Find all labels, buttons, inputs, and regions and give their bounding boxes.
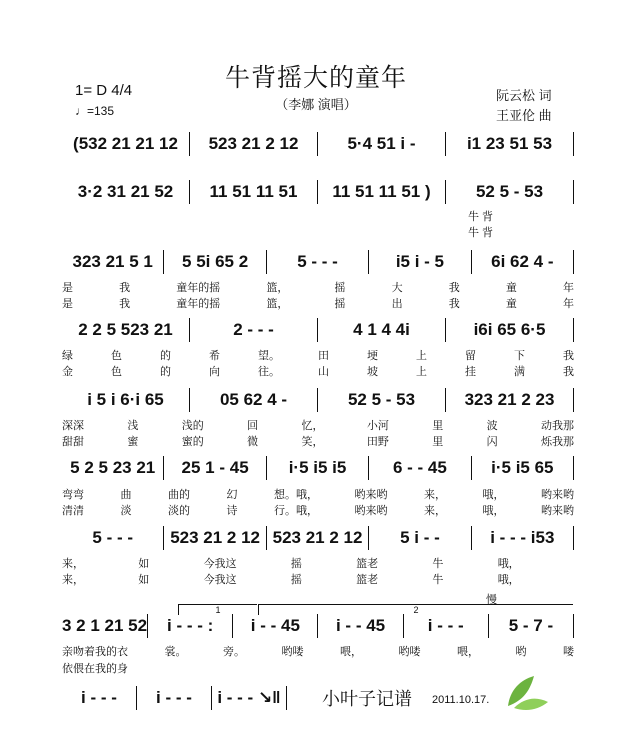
leaf-icon: [500, 672, 552, 712]
lyric-word: 望。: [258, 350, 280, 362]
lyric-line: [62, 643, 574, 659]
lyric-word: 篮老: [356, 574, 379, 586]
lyric-word: 年: [563, 282, 574, 294]
lyric-word: 年: [563, 298, 574, 310]
lyric-line: [62, 660, 574, 676]
lyric-word: 哟喽: [398, 646, 421, 658]
measure: 05 62 4 -: [190, 388, 318, 412]
lyric-line: [62, 486, 574, 502]
lyric-word: 篮，: [266, 298, 289, 310]
measure: i - - -: [62, 686, 137, 710]
measure: 523 21 2 12: [190, 132, 318, 156]
lyric-word: 往。: [258, 366, 280, 378]
lyric-word: 我: [563, 350, 574, 362]
lyric-word: 希: [209, 350, 220, 362]
lyric-word: 哟来哟: [354, 489, 388, 501]
measure: 4 1 4 4i: [318, 318, 446, 342]
lyric-word: 上: [416, 350, 427, 362]
lyric-word: 弯弯: [62, 489, 84, 501]
measure: 3·2 31 21 52: [62, 180, 190, 204]
lyric-word: 留: [465, 350, 476, 362]
lyric-word: 我: [119, 298, 131, 310]
lyric-word: 亲吻着我的衣: [62, 646, 128, 658]
lyric-word: 喽: [563, 646, 574, 658]
lyric-word: 行。哦，: [274, 505, 318, 517]
lyric-word: 如: [138, 574, 150, 586]
lyric-word: 牛 背: [468, 227, 494, 239]
measure: 5 5i 65 2: [164, 250, 266, 274]
measure: i6i 65 6·5: [446, 318, 574, 342]
lyric-word: 童年的摇: [176, 282, 221, 294]
measure: 323 21 2 23: [446, 388, 574, 412]
lyric-word: 哟来哟: [541, 505, 574, 517]
lyric-word: 蜜的: [181, 436, 204, 448]
measure: i - - -: [404, 614, 489, 638]
measure: i - - - :: [148, 614, 233, 638]
music-row: [62, 250, 574, 274]
lyric-line: [468, 208, 528, 224]
lyric-word: 我: [448, 282, 460, 294]
lyric-word: 想。哦，: [274, 489, 318, 501]
lyric-line: [62, 347, 574, 363]
lyric-line: [62, 363, 574, 379]
lyric-line: [62, 502, 574, 518]
lyric-word: 浅的: [181, 420, 204, 432]
lyric-word: 向: [209, 366, 220, 378]
lyric-word: 绿: [62, 350, 73, 362]
lyric-word: 淡的: [168, 505, 190, 517]
lyric-word: 哦，: [482, 505, 505, 517]
measure: 2 2 5 523 21: [62, 318, 190, 342]
lyric-line: [62, 433, 574, 449]
lyric-word: 摇: [334, 298, 346, 310]
measure: i - - - ↘‖: [212, 686, 287, 710]
music-row: [62, 132, 574, 156]
music-row: [62, 526, 574, 550]
lyric-word: 波: [486, 420, 498, 432]
lyric-word: 牛 背: [468, 211, 494, 223]
lyric-word: 依偎在我的身: [62, 663, 128, 675]
lyric-word: 哟来哟: [541, 489, 574, 501]
lyric-word: 摇: [290, 558, 302, 570]
music-row: [62, 388, 574, 412]
measure: i - - 45: [233, 614, 318, 638]
lyric-word: 闪: [486, 436, 498, 448]
lyric-word: 笑，: [301, 436, 324, 448]
lyricist: 阮云松 词: [496, 88, 552, 103]
lyric-word: 来，: [424, 489, 446, 501]
measure: 5 2 5 23 21: [62, 456, 164, 480]
lyric-word: 哦，: [497, 574, 520, 586]
lyric-word: 曲: [120, 489, 132, 501]
measure: i - - 45: [318, 614, 403, 638]
measure: 5 i - -: [369, 526, 471, 550]
lyric-word: 牛: [432, 574, 444, 586]
lyric-word: 的: [160, 366, 171, 378]
lyric-word: 哟来哟: [354, 505, 388, 517]
measure: 25 1 - 45: [164, 456, 266, 480]
measure: (532 21 21 12: [62, 132, 190, 156]
measure: 5 - - -: [267, 250, 369, 274]
measure: 523 21 2 12: [164, 526, 266, 550]
measure: i - - -: [137, 686, 212, 710]
lyric-word: 牛: [432, 558, 444, 570]
lyric-word: 下: [514, 350, 525, 362]
lyric-word: 哦，: [482, 489, 505, 501]
lyric-word: 烁我那: [541, 436, 574, 448]
lyric-word: 金: [62, 366, 73, 378]
lyric-word: 哟: [515, 646, 527, 658]
lyric-word: 色: [111, 350, 122, 362]
measure: 3 2 1 21 52: [62, 614, 148, 638]
lyric-word: 回: [247, 420, 259, 432]
lyric-word: 曲的: [168, 489, 190, 501]
music-row: [62, 318, 574, 342]
date: 2011.10.17.: [432, 694, 490, 706]
lyric-word: 甜甜: [62, 436, 84, 448]
song-title: 牛背摇大的童年: [224, 64, 407, 92]
lyric-word: 我: [448, 298, 460, 310]
lyric-word: 来，: [424, 505, 446, 517]
lyric-word: 童年的摇: [176, 298, 221, 310]
lyric-word: 大: [391, 282, 403, 294]
lyric-word: 旁。: [223, 646, 245, 658]
lyric-word: 田: [318, 350, 329, 362]
volta-1: 1: [178, 604, 257, 615]
lyric-word: 篮，: [266, 282, 289, 294]
volta-2: 2: [258, 604, 573, 615]
lyric-word: 淡: [120, 505, 132, 517]
lyric-word: 色: [111, 366, 122, 378]
measure: i1 23 51 53: [446, 132, 574, 156]
lyric-word: 忆，: [301, 420, 324, 432]
lyric-word: 深深: [62, 420, 84, 432]
lyric-word: 摇: [334, 282, 346, 294]
music-row: [62, 686, 287, 710]
lyric-word: 裳。: [164, 646, 187, 658]
measure: 5·4 51 i -: [318, 132, 446, 156]
lyric-word: 里: [432, 420, 444, 432]
measure: i 5 i 6·i 65: [62, 388, 190, 412]
lyric-word: 我: [563, 366, 574, 378]
lyric-word: 今我这: [203, 558, 237, 570]
lyric-word: 喂，: [457, 646, 479, 658]
measure: 6 - - 45: [369, 456, 471, 480]
lyric-word: 摇: [290, 574, 302, 586]
music-row: [62, 614, 574, 638]
lyric-line: [62, 571, 574, 587]
singer: （李娜 演唱）: [275, 97, 357, 112]
lyric-word: 诗: [226, 505, 238, 517]
lyric-word: 清清: [62, 505, 84, 517]
lyric-word: 童: [505, 282, 517, 294]
composer: 王亚伦 曲: [496, 108, 552, 123]
lyric-word: 来，: [62, 574, 84, 586]
lyric-word: 来，: [62, 558, 84, 570]
lyric-word: 满: [514, 366, 525, 378]
measure: i - - - i53: [472, 526, 574, 550]
lyric-word: 坡: [367, 366, 378, 378]
lyric-line: [62, 295, 574, 311]
lyric-word: 是: [62, 298, 73, 310]
lyric-word: 我: [119, 282, 131, 294]
measure: 11 51 11 51: [190, 180, 318, 204]
lyric-word: 如: [138, 558, 150, 570]
lyric-word: 今我这: [203, 574, 237, 586]
tempo-mark: 慢: [486, 594, 497, 606]
measure: 5 - 7 -: [489, 614, 574, 638]
lyric-word: 上: [416, 366, 427, 378]
measure: i5 i - 5: [369, 250, 471, 274]
lyric-word: 的: [160, 350, 171, 362]
measure: 523 21 2 12: [267, 526, 369, 550]
lyric-word: 山: [318, 366, 329, 378]
tempo: ♩=135: [75, 104, 115, 118]
measure: 6i 62 4 -: [472, 250, 574, 274]
lyric-word: 幻: [226, 489, 238, 501]
signature: 小叶子记谱: [322, 689, 412, 710]
lyric-line: [468, 224, 528, 240]
lyric-line: [62, 417, 574, 433]
lyric-word: 蜜: [127, 436, 139, 448]
measure: i·5 i5 i5: [267, 456, 369, 480]
measure: 5 - - -: [62, 526, 164, 550]
lyric-word: 里: [432, 436, 444, 448]
music-row: [62, 456, 574, 480]
key-signature: 1= D 4/4: [75, 82, 133, 99]
lyric-word: 小河: [366, 420, 389, 432]
lyric-word: 喂，: [340, 646, 362, 658]
lyric-word: 篮老: [356, 558, 379, 570]
lyric-word: 浅: [127, 420, 139, 432]
lyric-line: [62, 279, 574, 295]
lyric-word: 动我那: [541, 420, 574, 432]
measure: 11 51 11 51 ): [318, 180, 446, 204]
lyric-word: 微: [247, 436, 259, 448]
lyric-word: 出: [391, 298, 403, 310]
lyric-word: 埂: [367, 350, 378, 362]
lyric-word: 是: [62, 282, 73, 294]
lyric-word: 童: [505, 298, 517, 310]
measure: 323 21 5 1: [62, 250, 164, 274]
measure: 52 5 - 53: [318, 388, 446, 412]
lyric-word: 哦，: [497, 558, 520, 570]
lyric-word: 挂: [465, 366, 476, 378]
lyric-word: 田野: [366, 436, 389, 448]
lyric-word: 哟喽: [281, 646, 304, 658]
measure: 52 5 - 53: [446, 180, 574, 204]
lyric-line: [62, 555, 574, 571]
measure: i·5 i5 65: [472, 456, 574, 480]
music-row: [62, 180, 574, 204]
measure: 2 - - -: [190, 318, 318, 342]
